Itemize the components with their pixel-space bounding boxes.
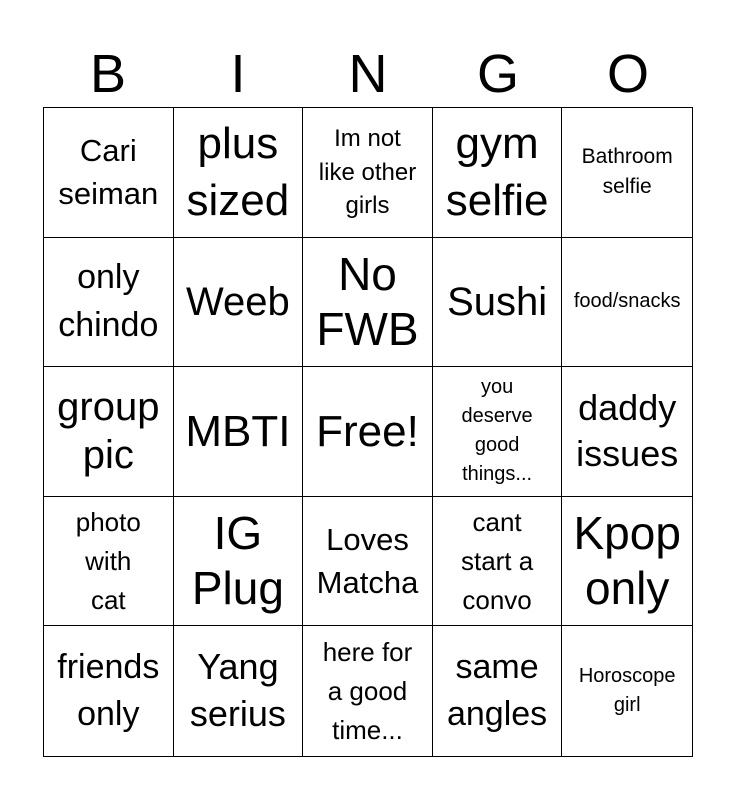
bingo-header (43, 40, 693, 108)
bingo-cell-kpop-only[interactable] (562, 497, 692, 627)
cell-label: plus sized (186, 119, 290, 226)
cell-label: daddy issues (576, 386, 679, 475)
bingo-cell-same-angles[interactable] (433, 626, 563, 756)
cell-label: you deserve good things... (461, 376, 533, 486)
cell-label: gym selfie (445, 119, 549, 226)
cell-label: Bathroom selfie (581, 144, 673, 199)
bingo-cell-here-for-a-good-time[interactable] (303, 626, 433, 756)
cell-label: Im not like other girls (318, 124, 417, 220)
cell-label: Free! (316, 406, 419, 456)
bingo-cell-food-snacks[interactable] (562, 238, 692, 368)
cell-label: photo with cat (75, 506, 141, 615)
header-letter-g: G (476, 44, 519, 104)
cell-label: Cari seiman (58, 132, 159, 212)
bingo-cell-yang-serius[interactable] (174, 626, 304, 756)
bingo-cell-sushi[interactable] (433, 238, 563, 368)
bingo-cell-cari-seiman[interactable] (44, 108, 174, 238)
bingo-cell-you-deserve-good-things[interactable] (433, 367, 563, 497)
bingo-board (43, 107, 693, 757)
bingo-cell-group-pic[interactable] (44, 367, 174, 497)
cell-label: No FWB (316, 247, 419, 355)
cell-label: Sushi (447, 279, 548, 324)
cell-label: friends only (57, 647, 160, 734)
cell-label: Horoscope girl (578, 665, 676, 717)
cell-label: Loves Matcha (316, 521, 419, 601)
header-letter-b: B (89, 44, 127, 104)
cell-label: group pic (57, 385, 160, 478)
cell-label: cant start a convo (460, 506, 534, 615)
cell-label: Kpop only (573, 506, 681, 615)
bingo-cell-photo-with-cat[interactable] (44, 497, 174, 627)
header-letter-i: I (230, 44, 246, 104)
cell-label: MBTI (185, 406, 291, 456)
cell-label: here for a good time... (322, 636, 413, 745)
bingo-cell-horoscope-girl[interactable] (562, 626, 692, 756)
bingo-cell-no-fwb[interactable] (303, 238, 433, 368)
bingo-cell-bathroom-selfie[interactable] (562, 108, 692, 238)
header-letter-o: O (606, 44, 649, 104)
bingo-cell-cant-start-a-convo[interactable] (433, 497, 563, 627)
bingo-cell-not-like-other-girls[interactable] (303, 108, 433, 238)
cell-label: IG Plug (191, 506, 284, 615)
cell-label: Weeb (186, 279, 290, 324)
header-letter-n: N (348, 44, 388, 104)
bingo-cell-gym-selfie[interactable] (433, 108, 563, 238)
cell-label: food/snacks (573, 290, 681, 313)
bingo-cell-free-space[interactable] (303, 367, 433, 497)
bingo-cell-mbti[interactable] (174, 367, 304, 497)
bingo-cell-plus-sized[interactable] (174, 108, 304, 238)
bingo-cell-weeb[interactable] (174, 238, 304, 368)
bingo-cell-daddy-issues[interactable] (562, 367, 692, 497)
cell-label: same angles (446, 647, 548, 734)
bingo-cell-only-chindo[interactable] (44, 238, 174, 368)
cell-label: Yang serius (189, 646, 286, 735)
bingo-cell-friends-only[interactable] (44, 626, 174, 756)
bingo-cell-ig-plug[interactable] (174, 497, 304, 627)
cell-label: only chindo (58, 258, 159, 344)
bingo-cell-loves-matcha[interactable] (303, 497, 433, 627)
